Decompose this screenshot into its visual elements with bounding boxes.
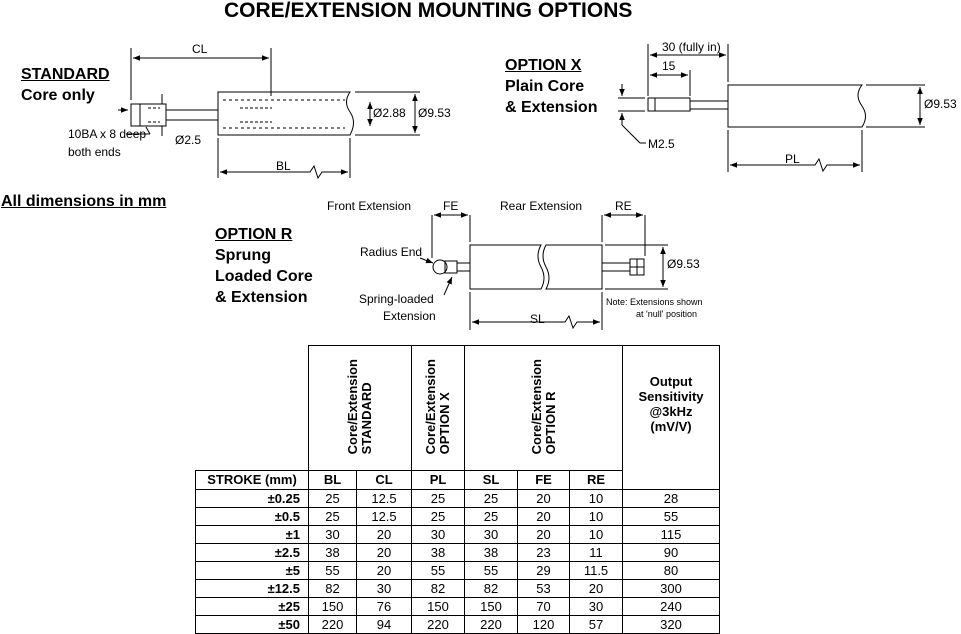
standard-heading-block bbox=[21, 64, 110, 106]
value-cell: 20 bbox=[357, 526, 412, 544]
option-r-radius-end-label: Radius End bbox=[360, 245, 423, 259]
standard-inner-dia-label: Ø2.88 bbox=[373, 106, 406, 120]
value-cell: 320 bbox=[623, 616, 720, 634]
standard-core-body bbox=[218, 92, 354, 135]
table-row bbox=[196, 598, 720, 616]
value-cell: 55 bbox=[412, 562, 465, 580]
value-cell: 150 bbox=[465, 598, 518, 616]
stroke-cell: ±12.5 bbox=[196, 580, 309, 598]
value-cell: 300 bbox=[623, 580, 720, 598]
option-r-subheading2: Loaded Core bbox=[215, 268, 313, 285]
value-cell: 20 bbox=[357, 544, 412, 562]
value-cell: 11 bbox=[570, 544, 623, 562]
option-x-heading: OPTION X bbox=[505, 57, 582, 74]
value-cell: 10 bbox=[570, 490, 623, 508]
option-x-core-body bbox=[728, 85, 866, 127]
table-row bbox=[196, 580, 720, 598]
option-r-core-right bbox=[543, 245, 602, 289]
stroke-cell: ±2.5 bbox=[196, 544, 309, 562]
value-cell: 30 bbox=[570, 598, 623, 616]
standard-thread-note: 10BA x 8 deep bbox=[68, 127, 147, 141]
value-cell: 20 bbox=[518, 508, 570, 526]
stroke-cell: ±0.5 bbox=[196, 508, 309, 526]
value-cell: 25 bbox=[412, 508, 465, 526]
value-cell: 115 bbox=[623, 526, 720, 544]
value-cell: 70 bbox=[518, 598, 570, 616]
value-cell: 120 bbox=[518, 616, 570, 634]
value-cell: 38 bbox=[412, 544, 465, 562]
value-cell: 57 bbox=[570, 616, 623, 634]
value-cell: 25 bbox=[309, 490, 357, 508]
stroke-cell: ±0.25 bbox=[196, 490, 309, 508]
option-x-subheading1: Plain Core bbox=[505, 78, 585, 95]
group-option-r: Core/Extension OPTION R bbox=[465, 346, 623, 471]
option-x-threaded-end bbox=[648, 98, 690, 111]
value-cell: 30 bbox=[412, 526, 465, 544]
value-cell: 38 bbox=[309, 544, 357, 562]
value-cell: 20 bbox=[570, 580, 623, 598]
value-cell: 10 bbox=[570, 508, 623, 526]
table-row bbox=[196, 490, 720, 508]
value-cell: 76 bbox=[357, 598, 412, 616]
value-cell: 30 bbox=[357, 580, 412, 598]
option-r-dia-label: Ø9.53 bbox=[667, 257, 700, 271]
value-cell: 10 bbox=[570, 526, 623, 544]
value-cell: 25 bbox=[309, 508, 357, 526]
value-cell: 220 bbox=[309, 616, 357, 634]
col-sl: SL bbox=[465, 470, 518, 489]
standard-bl-label: BL bbox=[276, 159, 291, 173]
value-cell: 220 bbox=[412, 616, 465, 634]
value-cell: 82 bbox=[465, 580, 518, 598]
value-cell: 20 bbox=[518, 526, 570, 544]
option-r-spring-label1: Spring-loaded bbox=[359, 292, 434, 306]
value-cell: 150 bbox=[309, 598, 357, 616]
option-x-heading-block bbox=[505, 55, 597, 118]
value-cell: 12.5 bbox=[357, 490, 412, 508]
table-row bbox=[196, 544, 720, 562]
stroke-cell: ±50 bbox=[196, 616, 309, 634]
option-r-subheading3: & Extension bbox=[215, 289, 308, 306]
option-x-subheading2: & Extension bbox=[505, 99, 598, 116]
value-cell: 94 bbox=[357, 616, 412, 634]
option-r-subheading1: Sprung bbox=[215, 247, 271, 264]
option-x-dia-label: Ø9.53 bbox=[924, 97, 957, 111]
value-cell: 25 bbox=[412, 490, 465, 508]
value-cell: 80 bbox=[623, 562, 720, 580]
standard-ext-dia-label: Ø2.5 bbox=[175, 133, 202, 147]
option-r-heading-block bbox=[215, 224, 313, 308]
option-x-fifteen-label: 15 bbox=[662, 59, 676, 73]
value-cell: 55 bbox=[623, 508, 720, 526]
option-r-spring-label2: Extension bbox=[383, 309, 436, 323]
option-r-rear-label: Rear Extension bbox=[500, 199, 583, 213]
table-group-header-row bbox=[196, 346, 720, 471]
col-stroke: STROKE (mm) bbox=[196, 470, 309, 489]
value-cell: 240 bbox=[623, 598, 720, 616]
group-option-x: Core/Extension OPTION X bbox=[412, 346, 465, 471]
value-cell: 25 bbox=[465, 490, 518, 508]
value-cell: 82 bbox=[309, 580, 357, 598]
stroke-cell: ±25 bbox=[196, 598, 309, 616]
value-cell: 30 bbox=[465, 526, 518, 544]
value-cell: 11.5 bbox=[570, 562, 623, 580]
group-standard: Core/Extension STANDARD bbox=[309, 346, 412, 471]
col-re: RE bbox=[570, 470, 623, 489]
option-r-note1: Note: Extensions shown bbox=[606, 297, 703, 307]
stroke-cell: ±1 bbox=[196, 526, 309, 544]
table-row bbox=[196, 508, 720, 526]
option-r-core-left bbox=[470, 245, 544, 289]
standard-thread-note2: both ends bbox=[68, 145, 121, 159]
table-row bbox=[196, 616, 720, 634]
value-cell: 28 bbox=[623, 490, 720, 508]
option-r-fe-label: FE bbox=[443, 199, 459, 213]
standard-outer-dia-label: Ø9.53 bbox=[418, 106, 451, 120]
value-cell: 53 bbox=[518, 580, 570, 598]
group-sensitivity: Output Sensitivity @3kHz (mV/V) bbox=[623, 346, 720, 490]
standard-subheading: Core only bbox=[21, 87, 95, 104]
value-cell: 90 bbox=[623, 544, 720, 562]
option-r-front-label: Front Extension bbox=[327, 199, 412, 213]
option-r-sl-label: SL bbox=[530, 312, 545, 326]
col-pl: PL bbox=[412, 470, 465, 489]
option-r-re-label: RE bbox=[615, 199, 632, 213]
value-cell: 25 bbox=[465, 508, 518, 526]
col-cl: CL bbox=[357, 470, 412, 489]
col-fe: FE bbox=[518, 470, 570, 489]
value-cell: 29 bbox=[518, 562, 570, 580]
value-cell: 20 bbox=[357, 562, 412, 580]
option-r-note2: at 'null' position bbox=[636, 309, 697, 319]
table-row bbox=[196, 526, 720, 544]
value-cell: 150 bbox=[412, 598, 465, 616]
dimensions-table bbox=[195, 345, 720, 634]
table-row bbox=[196, 562, 720, 580]
value-cell: 55 bbox=[465, 562, 518, 580]
standard-heading: STANDARD bbox=[21, 66, 110, 83]
option-x-thirty: 30 (fully in) bbox=[662, 40, 721, 54]
table-body bbox=[196, 490, 720, 634]
value-cell: 20 bbox=[518, 490, 570, 508]
value-cell: 23 bbox=[518, 544, 570, 562]
option-x-pl-label: PL bbox=[785, 152, 800, 166]
value-cell: 55 bbox=[309, 562, 357, 580]
value-cell: 82 bbox=[412, 580, 465, 598]
stroke-cell: ±5 bbox=[196, 562, 309, 580]
value-cell: 30 bbox=[309, 526, 357, 544]
option-r-heading: OPTION R bbox=[215, 226, 293, 243]
value-cell: 38 bbox=[465, 544, 518, 562]
option-x-thread-label: M2.5 bbox=[648, 137, 675, 151]
col-bl: BL bbox=[309, 470, 357, 489]
standard-cl-label: CL bbox=[192, 42, 208, 56]
page-title: CORE/EXTENSION MOUNTING OPTIONS bbox=[224, 0, 633, 22]
value-cell: 12.5 bbox=[357, 508, 412, 526]
units-note: All dimensions in mm bbox=[1, 193, 167, 210]
standard-extension-rod bbox=[131, 104, 166, 126]
option-x-thirty-label bbox=[662, 40, 721, 54]
value-cell: 220 bbox=[465, 616, 518, 634]
